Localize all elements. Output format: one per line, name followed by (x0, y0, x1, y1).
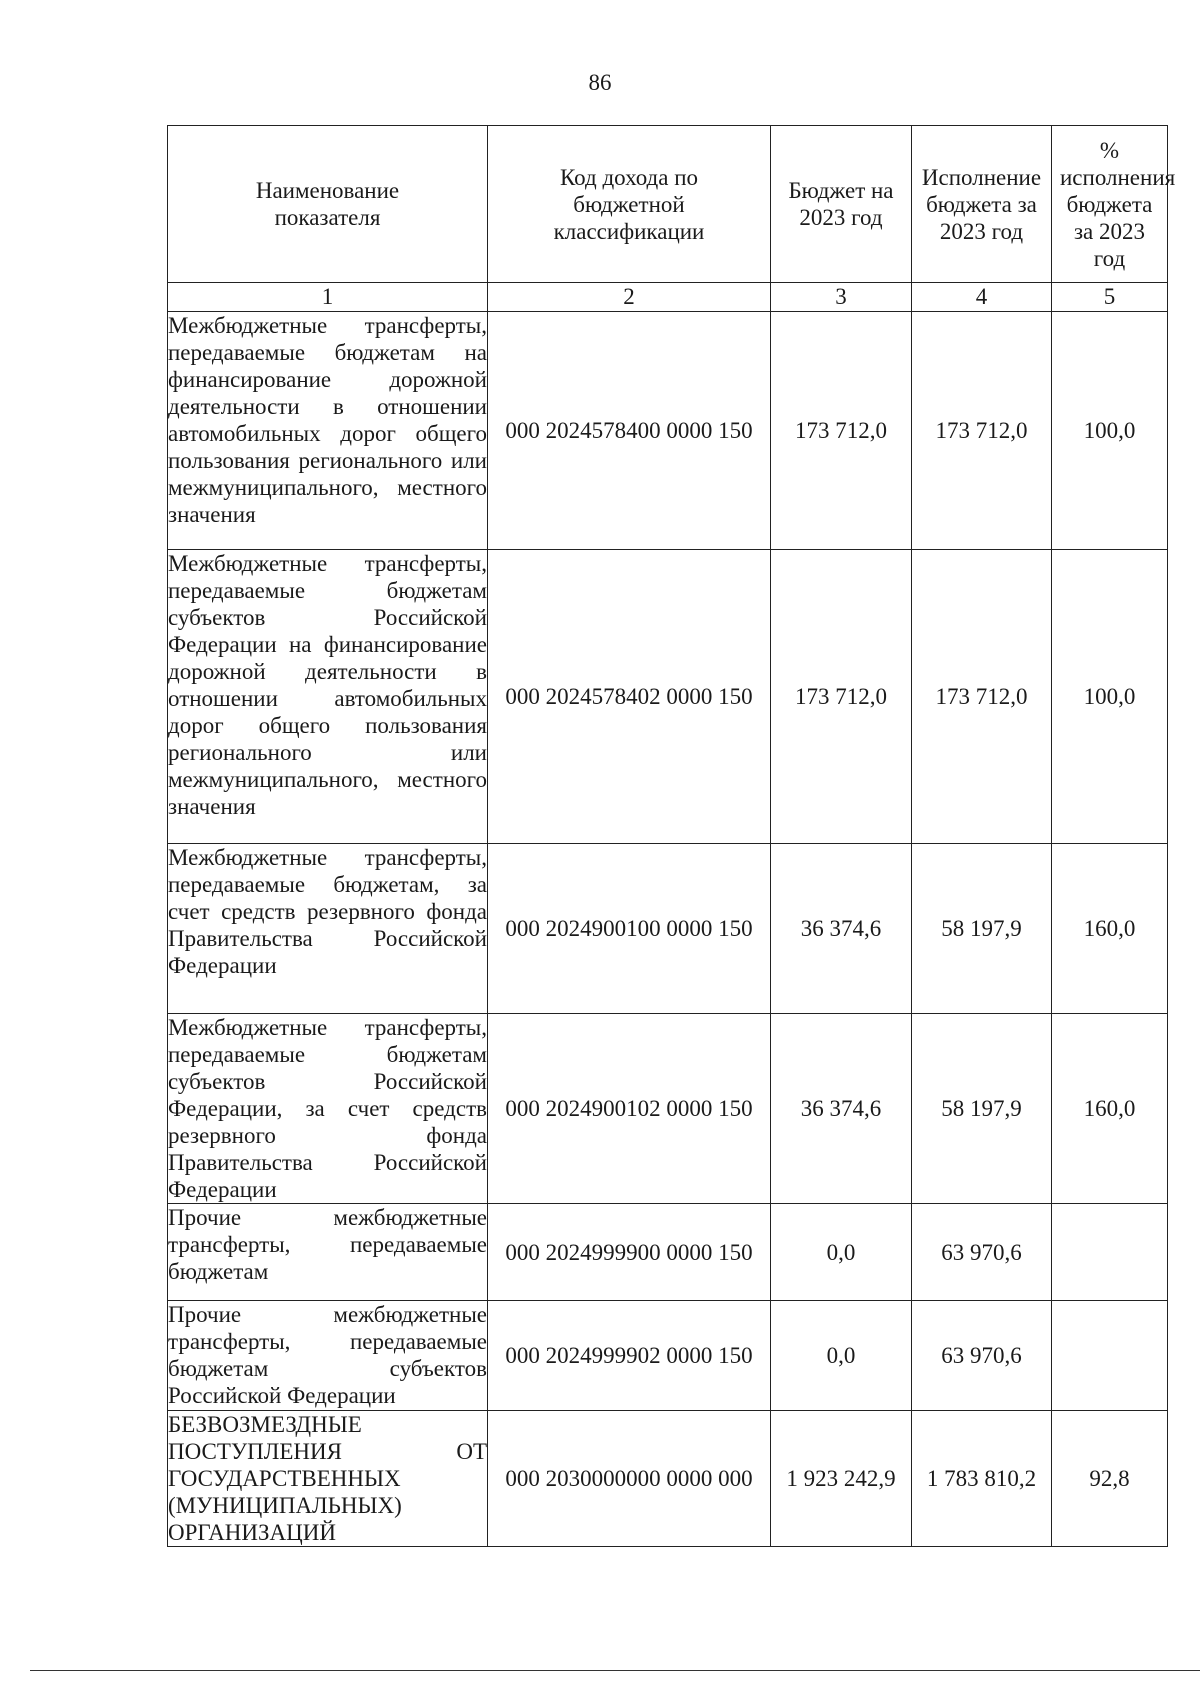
column-number: 2 (488, 283, 771, 312)
execution-value: 1 783 810,2 (912, 1411, 1052, 1547)
column-number-row (168, 283, 1168, 312)
table-row (168, 1411, 1168, 1547)
percent-value (1052, 1301, 1168, 1411)
column-number: 1 (168, 283, 488, 312)
header-budget: Бюджет на 2023 год (771, 126, 912, 283)
percent-value (1052, 1204, 1168, 1301)
table-row (168, 1014, 1168, 1204)
percent-value: 100,0 (1052, 550, 1168, 844)
budget-value: 173 712,0 (771, 312, 912, 550)
percent-value: 160,0 (1052, 1014, 1168, 1204)
income-code: 000 2024578400 0000 150 (488, 312, 771, 550)
execution-value: 173 712,0 (912, 312, 1052, 550)
income-code: 000 2030000000 0000 000 (488, 1411, 771, 1547)
indicator-name: Межбюджетные трансферты, передаваемые бюджетам, за счет средств резервного фонда Правительства Российской Федерации (168, 844, 488, 1014)
income-code: 000 2024900102 0000 150 (488, 1014, 771, 1204)
indicator-name: Прочие межбюджетные трансферты, передаваемые бюджетам субъектов Российской Федерации (168, 1301, 488, 1411)
table-row (168, 1301, 1168, 1411)
header-percent: % исполнения бюджета за 2023 год (1052, 126, 1168, 283)
header-code: Код дохода по бюджетной классификации (488, 126, 771, 283)
budget-value: 36 374,6 (771, 844, 912, 1014)
column-number: 5 (1052, 283, 1168, 312)
income-code: 000 2024900100 0000 150 (488, 844, 771, 1014)
income-code: 000 2024578402 0000 150 (488, 550, 771, 844)
bottom-rule (30, 1670, 1200, 1671)
table-row (168, 1204, 1168, 1301)
execution-value: 63 970,6 (912, 1301, 1052, 1411)
table-header-row (168, 126, 1168, 283)
indicator-name: Межбюджетные трансферты, передаваемые бюджетам субъектов Российской Федерации, за счет средств резервного фонда Правительства Российской Федерации (168, 1015, 487, 1202)
indicator-name: Межбюджетные трансферты, передаваемые бюджетам субъектов Российской Федерации на финансирование дорожной деятельности в отношении автомобильных дорог общего пользования регионального или межмуниципального, местного значения (168, 550, 488, 844)
column-number: 4 (912, 283, 1052, 312)
execution-value: 173 712,0 (912, 550, 1052, 844)
table-row (168, 550, 1168, 844)
income-code: 000 2024999902 0000 150 (488, 1301, 771, 1411)
income-code: 000 2024999900 0000 150 (488, 1204, 771, 1301)
percent-value: 160,0 (1052, 844, 1168, 1014)
indicator-name: Прочие межбюджетные трансферты, передаваемые бюджетам (168, 1204, 488, 1301)
indicator-name: Межбюджетные трансферты, передаваемые бюджетам на финансирование дорожной деятельности в отношении автомобильных дорог общего пользования регионального или межмуниципального, местного значения (168, 312, 488, 550)
budget-value: 0,0 (771, 1204, 912, 1301)
budget-value: 1 923 242,9 (771, 1411, 912, 1547)
column-number: 3 (771, 283, 912, 312)
budget-value: 36 374,6 (771, 1014, 912, 1204)
table-row (168, 312, 1168, 550)
indicator-name: БЕЗВОЗМЕЗДНЫЕ ПОСТУПЛЕНИЯ ОТ ГОСУДАРСТВЕННЫХ (МУНИЦИПАЛЬНЫХ) ОРГАНИЗАЦИЙ (168, 1412, 487, 1545)
execution-value: 58 197,9 (912, 1014, 1052, 1204)
execution-value: 58 197,9 (912, 844, 1052, 1014)
percent-value: 100,0 (1052, 312, 1168, 550)
page-number: 86 (588, 70, 612, 95)
budget-table (167, 125, 1176, 1547)
budget-value: 0,0 (771, 1301, 912, 1411)
table-row (168, 844, 1168, 1014)
percent-value: 92,8 (1052, 1411, 1168, 1547)
header-execution: Исполнение бюджета за 2023 год (912, 126, 1052, 283)
execution-value: 63 970,6 (912, 1204, 1052, 1301)
header-name: Наименование показателя (168, 126, 488, 283)
budget-value: 173 712,0 (771, 550, 912, 844)
